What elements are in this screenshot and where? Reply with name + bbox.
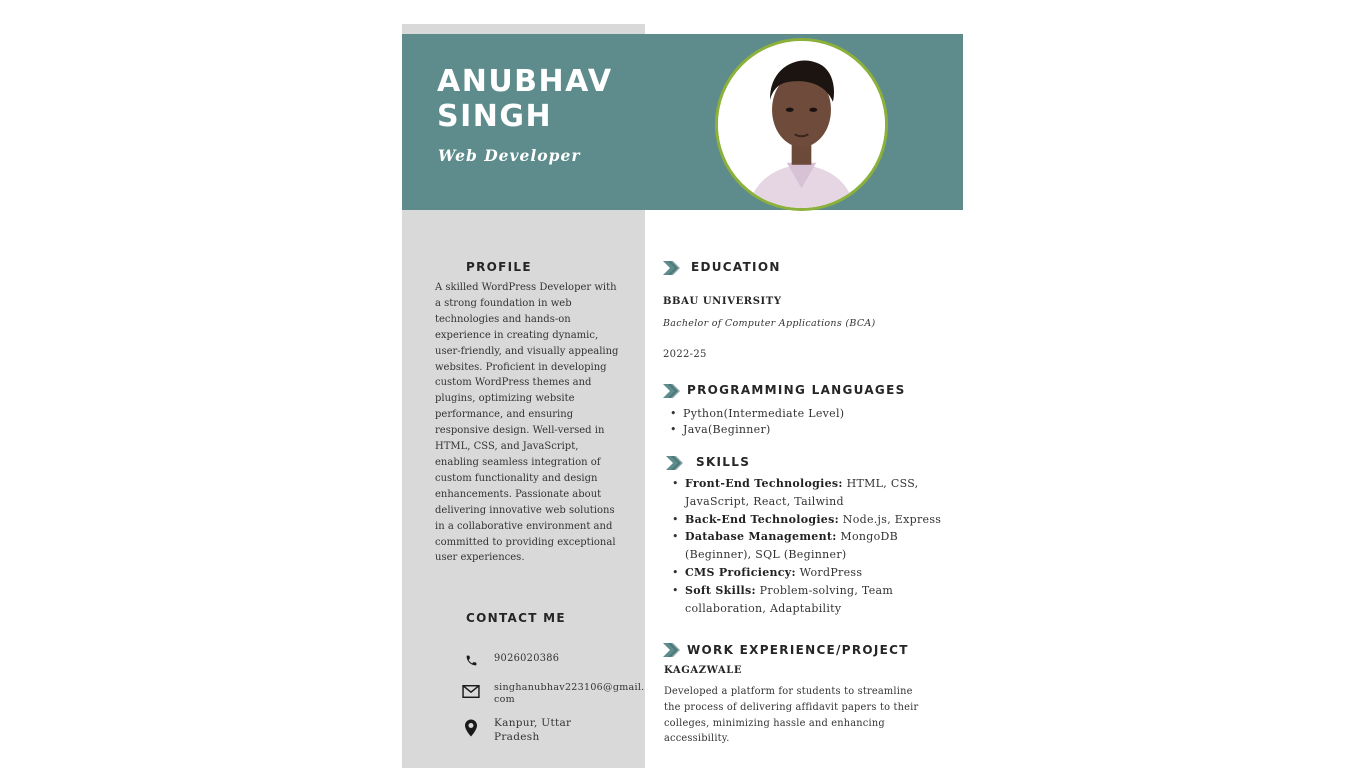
candidate-name (437, 64, 677, 134)
education-heading: EDUCATION (691, 260, 781, 274)
degree: Bachelor of Computer Applications (BCA) (663, 318, 876, 329)
job-title: Web Developer (438, 146, 581, 165)
skill-label: Soft Skills: (685, 583, 756, 597)
skill-value: MongoDB (Beginner), SQL (Beginner) (685, 530, 899, 562)
skill-value: WordPress (795, 565, 863, 579)
phone-icon (460, 651, 482, 669)
contact-heading: CONTACT ME (466, 611, 566, 625)
location-pin-icon (460, 716, 482, 740)
project-description: Developed a platform for students to streamline the process of delivering affidavit papers to their colleges, minimizing hassle and enhancing accessibility. (664, 686, 919, 745)
work-heading: WORK EXPERIENCE/PROJECT (687, 643, 909, 657)
profile-text: A skilled WordPress Developer with a strong foundation in web technologies and hands-on experience in creating dynamic, user-friendly, and visually appealing websites. Proficient in developing custom WordPress themes and plugins, optimizing website performance, and ensuring responsive design. Well-versed in HTML, CSS, and JavaScript, enabling seamless integration of custom functionality and design enhancements. Passionate about delivering innovative web solutions in a collaborative environment and committed to providing exceptional user experiences. (435, 282, 619, 564)
email-address (494, 682, 644, 706)
skill-value: HTML, CSS, JavaScript, React, Tailwind (685, 477, 919, 508)
chevron-right-icon (663, 384, 683, 398)
skill-label: Front-End Technologies: (685, 477, 843, 490)
list-item (672, 564, 957, 582)
list-item: • Java(Beginner) (670, 422, 844, 438)
skill-value: Problem-solving, Team collaboration, Adaptability (685, 583, 894, 615)
profile-photo (715, 38, 888, 211)
name-last: SINGH (437, 99, 553, 134)
portrait-illustration (718, 41, 885, 208)
contact-phone-row (460, 651, 559, 669)
list-item (672, 475, 957, 511)
list-item (672, 528, 957, 564)
contact-email-row (460, 682, 644, 706)
list-item (672, 582, 957, 618)
profile-heading: PROFILE (466, 260, 532, 274)
chevron-right-icon (663, 643, 683, 657)
chevron-right-icon (663, 261, 683, 275)
location-line-2: Pradesh (494, 731, 540, 743)
phone-number: 9026020386 (494, 653, 560, 664)
skills-heading: SKILLS (696, 455, 751, 469)
skill-label: Back-End Technologies: (685, 512, 839, 526)
list-item: • Python(Intermediate Level) (670, 406, 844, 422)
skill-label: Database Management: (685, 530, 837, 544)
university-name: BBAU UNIVERSITY (663, 296, 782, 307)
list-item (672, 511, 957, 529)
email-line-2: com (494, 694, 515, 705)
email-line-1: singhanubhav223106@gmail. (494, 682, 645, 693)
name-first: ANUBHAV (437, 64, 613, 99)
location (494, 716, 571, 744)
contact-location-row (460, 716, 571, 744)
skill-value: Node.js, Express (838, 512, 942, 526)
education-years: 2022-25 (663, 349, 707, 360)
mail-icon (460, 682, 482, 700)
programming-list (670, 406, 844, 437)
location-line-1: Kanpur, Uttar (494, 717, 572, 729)
chevron-right-icon (666, 456, 686, 470)
skills-list (672, 475, 957, 617)
skill-label: CMS Proficiency: (685, 565, 796, 579)
project-name: KAGAZWALE (664, 665, 743, 676)
programming-heading: PROGRAMMING LANGUAGES (687, 383, 906, 397)
